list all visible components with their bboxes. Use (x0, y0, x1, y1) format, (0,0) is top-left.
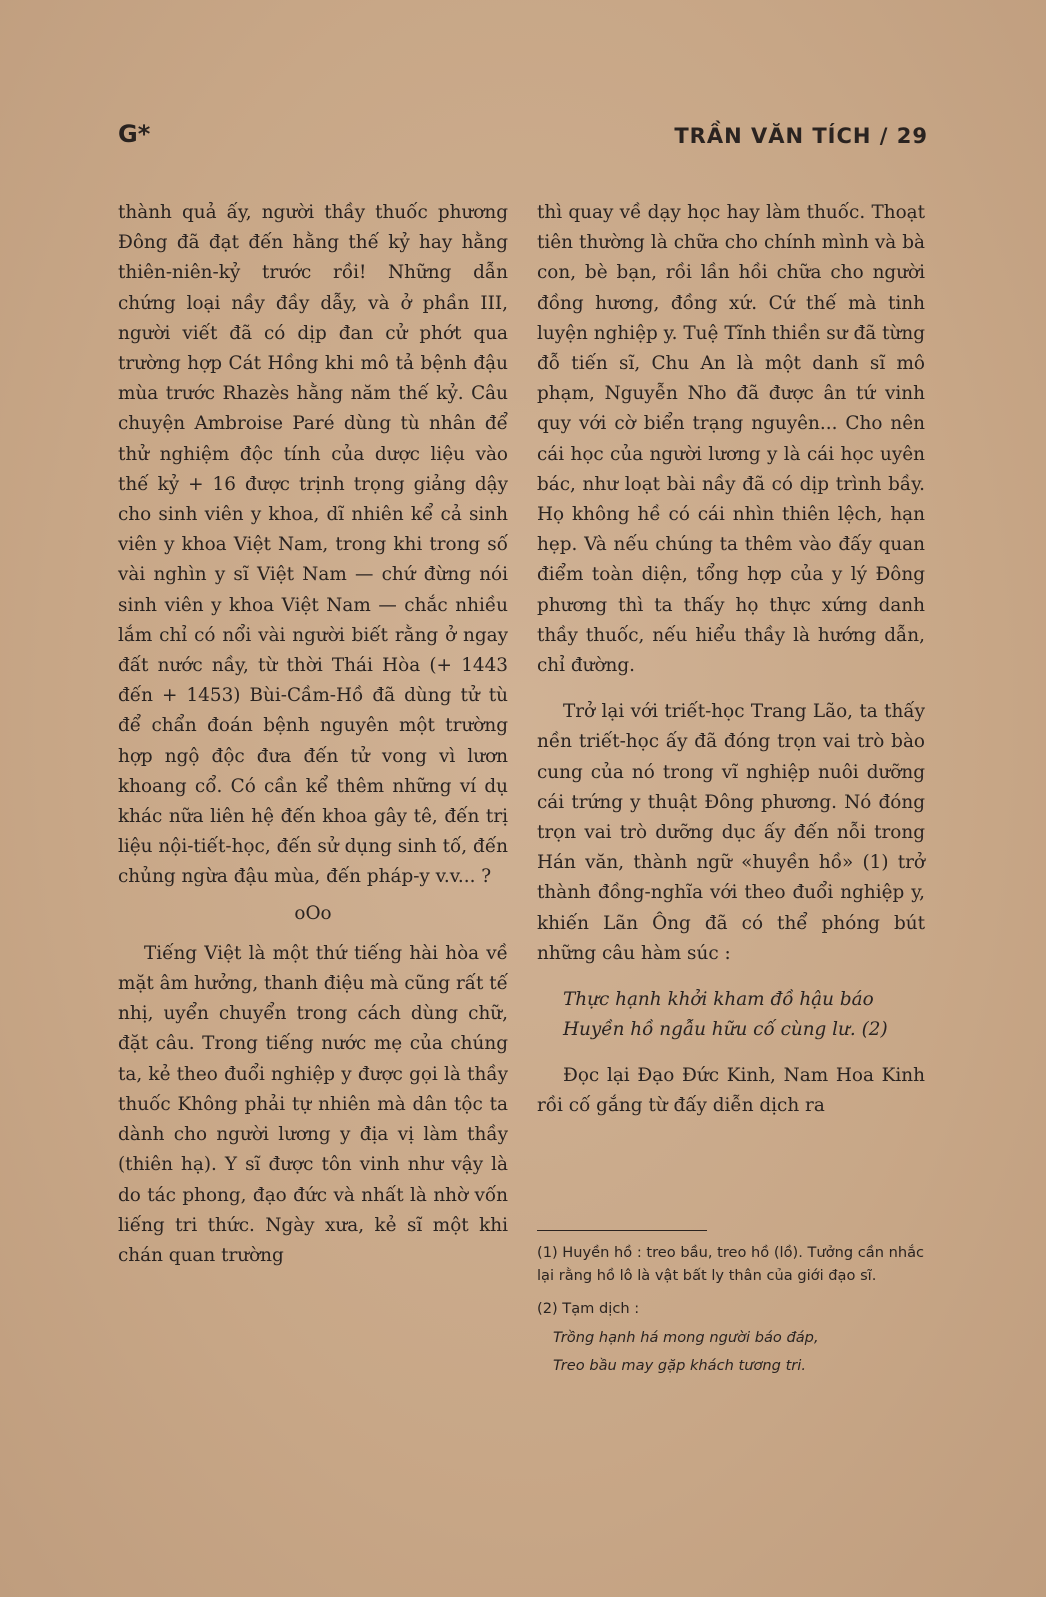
footnote-verse-line-2: Treo bầu may gặp khách tương tri. (553, 1357, 806, 1374)
footnote-verse-line-1: Trồng hạnh há mong người báo đáp, (553, 1329, 819, 1346)
verse-quote (537, 985, 925, 1045)
left-paragraph-1: thành quả ấy, người thầy thuốc phương Đông đã đạt đến hằng thế kỷ hay hằng thiên-niên-kỷ trước rồi! Những dẫn chứng loại nầy đầy dẫy, và ở phần III, người viết đã có dịp đan cử phớt qua trường hợp Cát Hồng khi mô tả bệnh đậu mùa trước Rhazès hằng năm thế kỷ. Câu chuyện Ambroise Paré dùng tù nhân để thử nghiệm độc tính của dược liệu vào thế kỷ + 16 được trịnh trọng giảng dậy cho sinh viên y khoa, dĩ nhiên kể cả sinh viên y khoa Việt Nam, trong khi trong số vài nghìn y sĩ Việt Nam — chứ đừng nói sinh viên y khoa Việt Nam — chắc nhiều lắm chỉ có nổi vài người biết rằng ở ngay đất nước nầy, từ thời Thái Hòa (+ 1443 đến + 1453) Bùi-Cầm-Hồ đã dùng tử tù để chẩn đoán bệnh nguyên một trường hợp ngộ độc đưa đến tử vong vì lươn khoang cổ. Có cần kể thêm những ví dụ khác nữa liên hệ đến khoa gây tê, đến trị liệu nội-tiết-học, đến sử dụng sinh tố, đến chủng ngừa đậu mùa, đến pháp-y v.v... ? (118, 202, 508, 888)
right-paragraph-2: Trở lại với triết-học Trang Lão, ta thấy nền triết-học ấy đã đóng trọn vai trò bào cung của nó trong vĩ nghiệp nuôi dưỡng cái trứng y thuật Đông phương. Nó đóng trọn vai trò dưỡng dục ấy đến nỗi trong Hán văn, thành ngữ «huyền hồ» (1) trở thành đồng-nghĩa với theo đuổi nghiệp y, khiến Lãn Ông đã có thể phóng bút những câu hàm súc : (537, 701, 925, 964)
footnotes (537, 1230, 925, 1380)
right-column (537, 198, 925, 1121)
section-separator: oOo (294, 902, 332, 924)
right-paragraph-3: Đọc lại Đạo Đức Kinh, Nam Hoa Kinh rồi cố gắng từ đấy diễn dịch ra (537, 1065, 925, 1117)
right-paragraph-1: thì quay về dạy học hay làm thuốc. Thoạt tiên thường là chữa cho chính mình và bà con, bè bạn, rồi lần hồi chữa cho người đồng hương, đồng xứ. Cứ thế mà tinh luyện nghiệp y. Tuệ Tĩnh thiền sư đã từng đỗ tiến sĩ, Chu An là một danh sĩ mô phạm, Nguyễn Nho đã được ân tứ vinh quy với cờ biển trạng nguyên... Cho nên cái học của người lương y là cái học uyên bác, như loạt bài nầy đã có dịp trình bầy. Họ không hề có cái nhìn thiên lệch, hạn hẹp. Và nếu chúng ta thêm vào đấy quan điểm toàn diện, tổng hợp của y lý Đông phương thì ta thấy họ thực xứng danh thầy thuốc, nếu hiểu thầy là hướng dẫn, chỉ đường. (537, 202, 925, 677)
verse-line-1: Thực hạnh khởi kham đồ hậu báo (563, 989, 874, 1011)
footnote-rule (537, 1230, 707, 1231)
left-column (118, 198, 508, 1271)
footnote-1: (1) Huyền hồ : treo bầu, treo hồ (lồ). Tưởng cần nhắc lại rằng hồ lô là vật bất ly thân của giới đạo sĩ. (537, 1244, 925, 1284)
footnote-2: (2) Tạm dịch : (537, 1300, 640, 1317)
running-header: TRẦN VĂN TÍCH / 29 (674, 124, 928, 148)
page-mark: G* (118, 120, 151, 148)
verse-line-2: Huyền hồ ngẫu hữu cố cùng lư. (2) (563, 1019, 888, 1041)
left-paragraph-2: Tiếng Việt là một thứ tiếng hài hòa về mặt âm hưởng, thanh điệu mà cũng rất tế nhị, uyển chuyển trong cách dùng chữ, đặt câu. Trong tiếng nước mẹ của chúng ta, kẻ theo đuổi nghiệp y được gọi là thầy thuốc Không phải tự nhiên mà dân tộc ta dành cho người lương y địa vị làm thầy (thiên hạ). Y sĩ được tôn vinh như vậy là do tác phong, đạo đức và nhất là nhờ vốn liếng tri thức. Ngày xưa, kẻ sĩ một khi chán quan trường (118, 942, 508, 1266)
footnote-2-verse (537, 1324, 925, 1380)
